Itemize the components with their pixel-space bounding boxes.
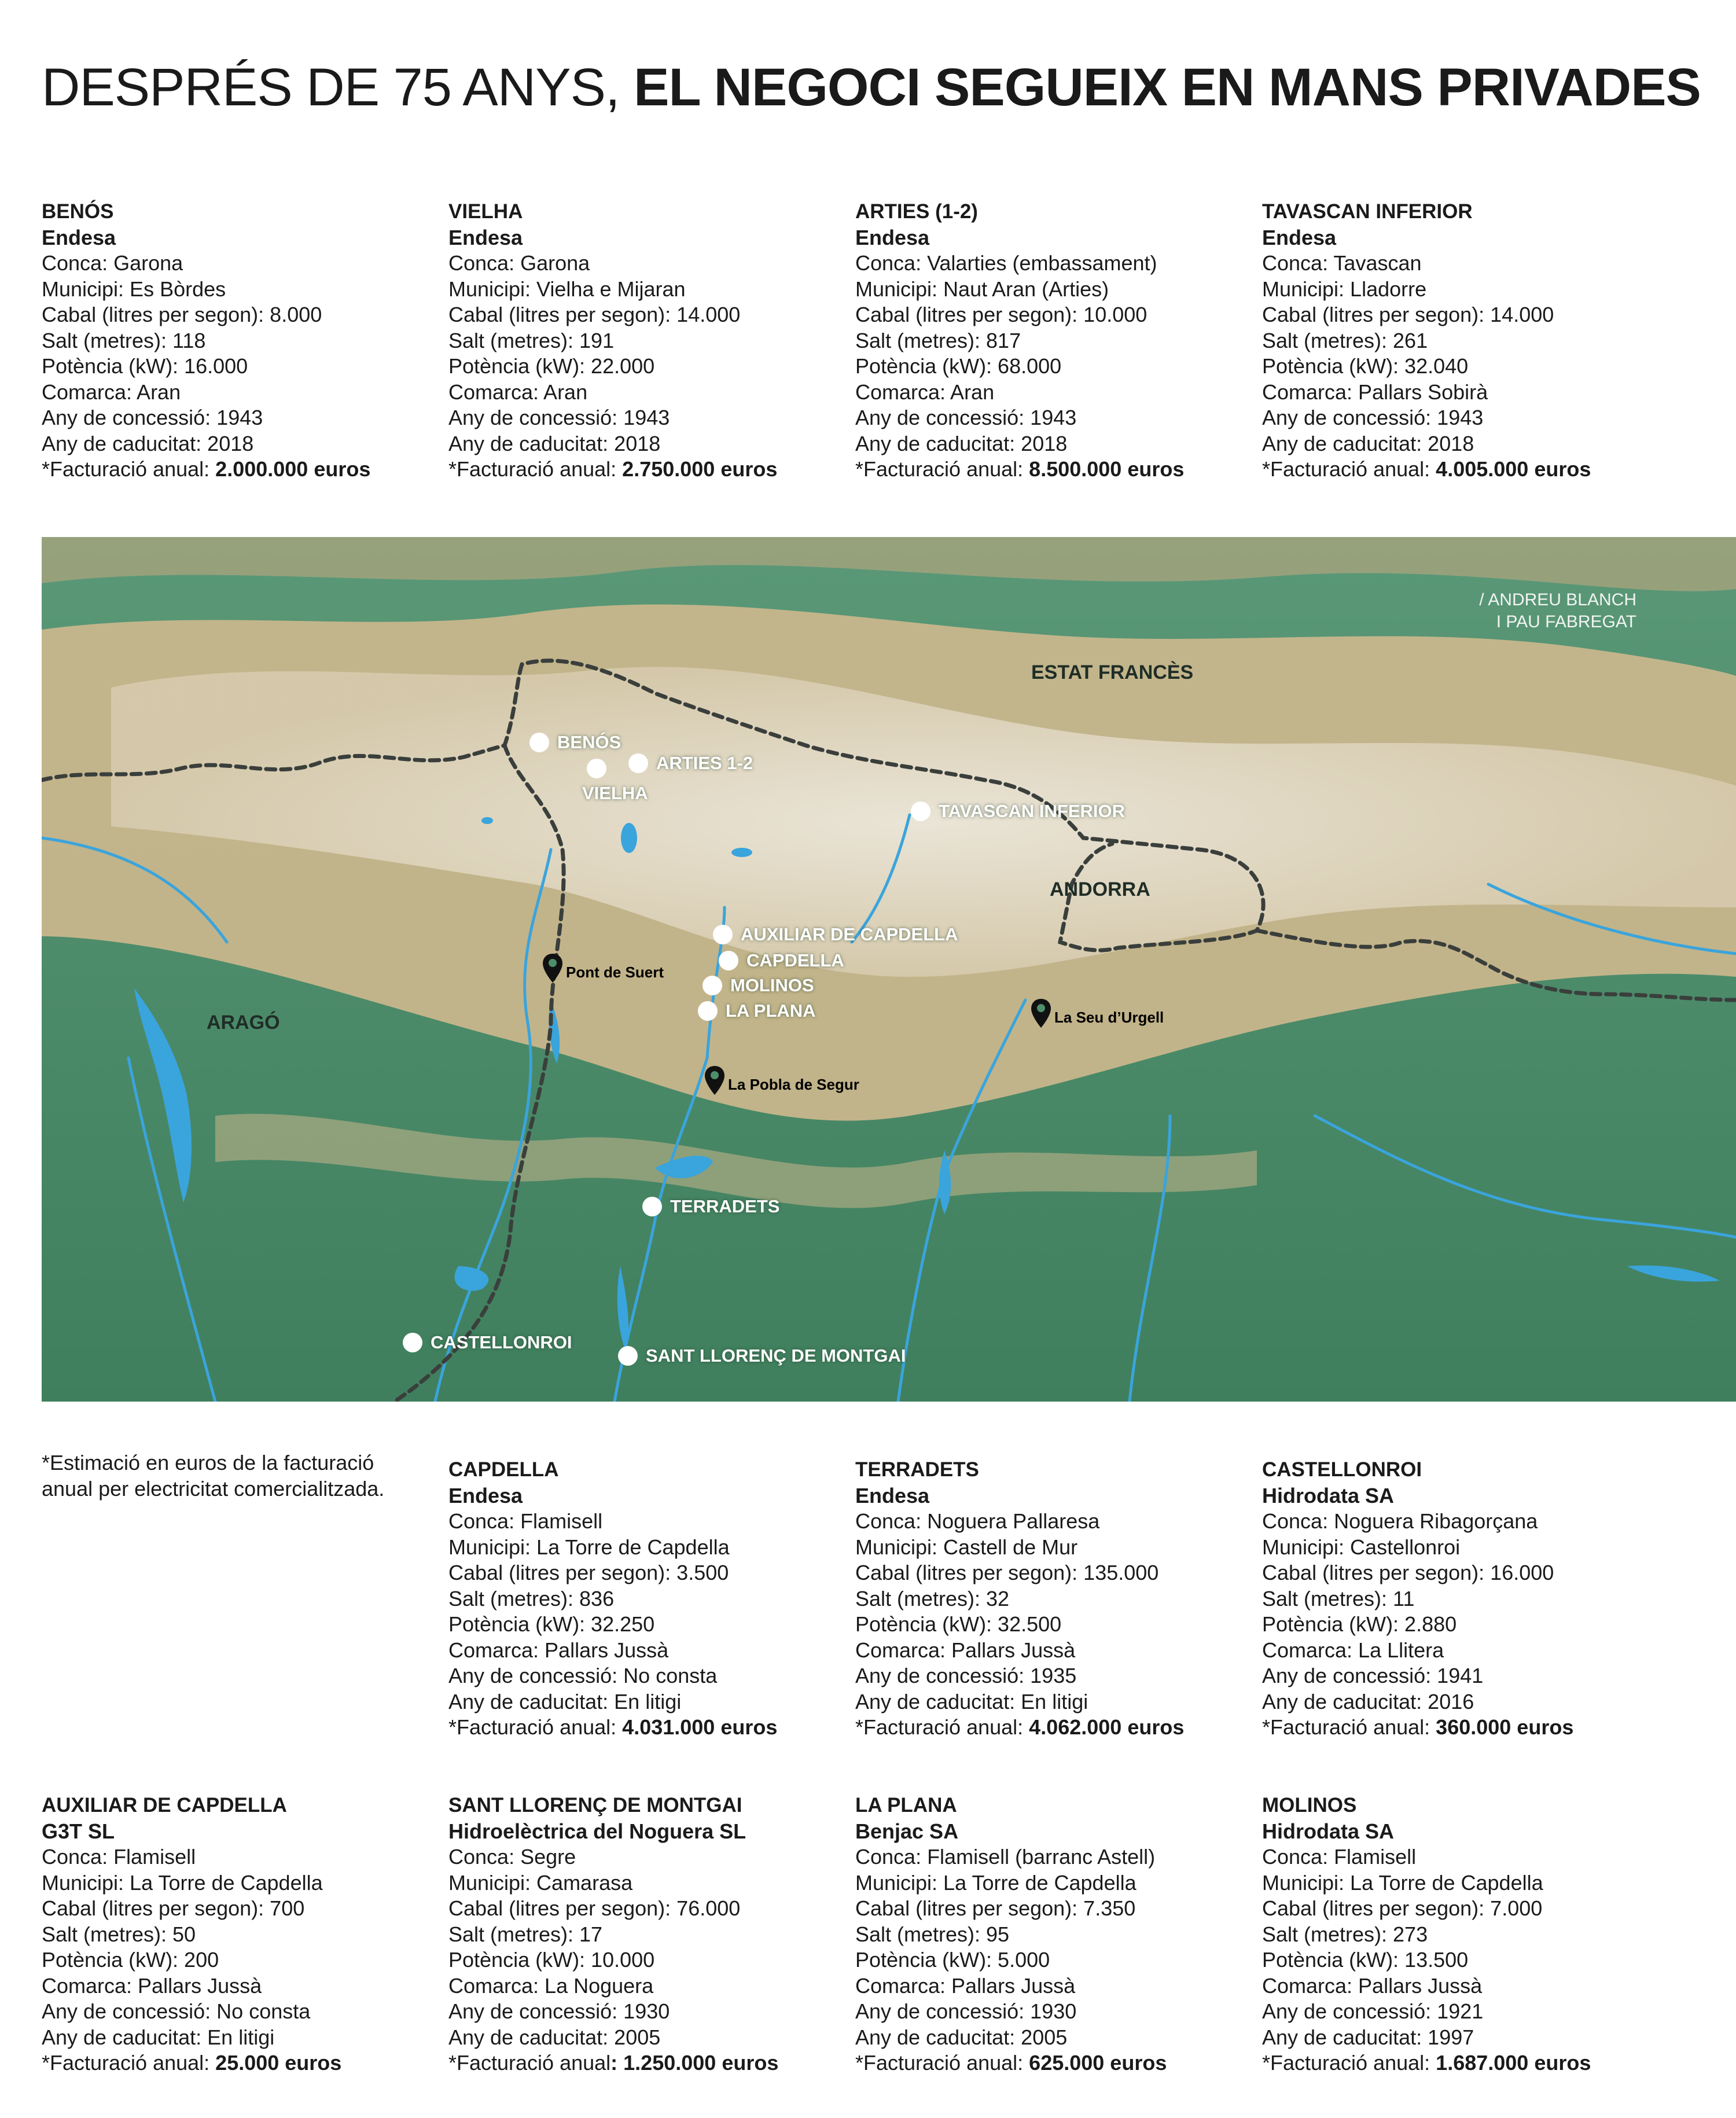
plant-detail: Any de caducitat: 2018 [448,431,661,455]
plant-dot [628,753,648,773]
revenue-label: *Facturació anual: [448,457,623,481]
plant-detail: Cabal (litres per segon): 14.000 [448,303,741,326]
map-pin-icon [705,1066,724,1095]
annual-revenue [448,2050,830,2076]
plant-card-benos [42,199,424,483]
plant-detail: Municipi: La Torre de Capdella [1262,1870,1543,1895]
plant-detail: Conca: Flamisell [1262,1845,1417,1869]
plant-detail: Any de caducitat: 1997 [1262,2025,1474,2049]
revenue-value: 2.750.000 euros [622,457,778,481]
plant-marker-sant-llorenc-de-montgai[interactable] [618,1345,906,1366]
plant-detail: Salt (metres): 817 [855,328,1021,352]
plant-detail: Any de caducitat: En litigi [448,1689,682,1713]
plant-detail: Any de concessió: 1943 [855,406,1077,429]
revenue-value: 25.000 euros [215,2051,342,2075]
revenue-label: *Facturació anual: [1262,1715,1436,1739]
credit-line-1: / ANDREU BLANCH [1479,590,1636,609]
plant-detail: Potència (kW): 32.040 [1262,354,1469,378]
plant-detail: Any de concessió: 1935 [855,1664,1077,1687]
revenue-label: *Facturació anual: [42,2051,216,2075]
plant-card-auxiliar-de-capdella [42,1793,424,2076]
annual-revenue [448,1715,830,1741]
plant-marker-terradets[interactable] [642,1196,779,1217]
plant-dot [719,951,738,970]
plant-company: Hidroelèctrica del Noguera SL [448,1819,746,1843]
plant-name: ARTIES (1-2) [855,200,978,223]
revenue-label: *Facturació anual [448,2051,611,2075]
revenue-label: *Facturació anual: [448,1715,623,1739]
map-credit [1479,589,1636,633]
plant-label: ARTIES 1-2 [656,753,753,773]
plant-card-tavascan-inferior [1262,199,1644,483]
plant-detail: Conca: Tavascan [1262,251,1422,275]
plant-marker-la-plana[interactable] [698,1001,816,1021]
region-label-andorra: ANDORRA [1050,878,1150,900]
plant-detail: Municipi: Castellonroi [1262,1535,1461,1559]
plant-label: BENÓS [557,732,621,752]
page-title [42,56,1701,119]
plant-detail: Comarca: Aran [448,380,588,404]
town-la-seu-durgell[interactable] [1031,999,1164,1028]
footnote: *Estimació en euros de la facturació anual per electricitat comercialitzada. [42,1451,385,1501]
town-label: La Pobla de Segur [728,1076,859,1093]
plant-detail: Potència (kW): 16.000 [42,354,248,378]
annual-revenue [855,457,1237,483]
plant-company: Endesa [855,1483,930,1507]
revenue-value: 2.000.000 euros [215,457,371,481]
plant-card-la-plana [855,1793,1237,2076]
plant-dot [703,976,722,995]
plant-detail: Any de caducitat: 2005 [855,2025,1068,2049]
plant-detail: Comarca: Pallars Jussà [855,1973,1076,1998]
revenue-label: *Facturació anual: [855,2051,1029,2075]
plant-detail: Any de concessió: 1943 [1262,406,1484,429]
plant-detail: Any de caducitat: En litigi [855,1689,1088,1713]
plant-detail: Conca: Flamisell (barranc Astell) [855,1845,1156,1869]
plant-detail: Cabal (litres per segon): 7.000 [1262,1896,1543,1920]
plant-company: Hidrodata SA [1262,1819,1395,1843]
plant-detail: Comarca: Pallars Jussà [42,1973,262,1998]
revenue-value: 4.005.000 euros [1436,457,1591,481]
plant-label: CASTELLONROI [431,1332,572,1352]
plant-detail: Salt (metres): 50 [42,1922,196,1946]
map [42,537,1736,1402]
plant-name: TAVASCAN INFERIOR [1262,200,1473,223]
plant-detail: Conca: Noguera Ribagorçana [1262,1509,1538,1533]
plant-detail: Any de concessió: 1943 [42,406,263,429]
plant-marker-molinos[interactable] [703,975,814,996]
annual-revenue [855,1715,1237,1741]
plant-detail: Any de concessió: 1943 [448,406,670,429]
credit-line-2: I PAU FABREGAT [1496,612,1636,631]
annual-revenue [1262,1715,1644,1741]
plant-card-sant-llorenc-de-montgai [448,1793,830,2076]
plant-dot [618,1346,638,1366]
revenue-value: 1.687.000 euros [1436,2051,1591,2075]
plant-detail: Any de caducitat: 2018 [1262,431,1474,455]
plant-detail: Comarca: La Llitera [1262,1638,1444,1662]
plant-name: SANT LLORENÇ DE MONTGAI [448,1794,742,1817]
plant-detail: Salt (metres): 836 [448,1586,615,1610]
plant-detail: Municipi: Es Bòrdes [42,277,226,301]
plant-marker-auxiliar-de-capdella[interactable] [713,924,958,945]
plant-company: Endesa [448,225,523,249]
plant-card-castellonroi [1262,1457,1644,1741]
plant-company: G3T SL [42,1819,115,1843]
plant-name: MOLINOS [1262,1794,1357,1817]
plant-detail: Any de concessió: 1930 [855,1999,1077,2023]
plant-detail: Salt (metres): 118 [42,328,206,352]
plant-detail: Any de caducitat: 2018 [42,431,254,455]
revenue-label: *Facturació anual: [42,457,216,481]
revenue-label: *Facturació anual: [855,1715,1029,1739]
town-label: Pont de Suert [566,964,664,981]
revenue-value: 625.000 euros [1029,2051,1167,2075]
plant-detail: Municipi: Camarasa [448,1870,633,1895]
plant-company: Endesa [42,225,116,249]
plant-card-capdella [448,1457,830,1741]
plant-dot [911,801,930,821]
plant-detail: Any de caducitat: 2018 [855,431,1068,455]
plant-dot [698,1001,718,1021]
plant-detail: Conca: Garona [448,251,590,275]
annual-revenue [42,2050,424,2076]
plant-detail: Salt (metres): 95 [855,1922,1010,1946]
plant-detail: Conca: Flamisell [448,1509,603,1533]
plant-detail: Cabal (litres per segon): 7.350 [855,1896,1136,1920]
plant-detail: Comarca: Pallars Jussà [448,1638,669,1662]
revenue-value: 4.062.000 euros [1029,1715,1185,1739]
plant-detail: Cabal (litres per segon): 14.000 [1262,303,1554,326]
plant-detail: Salt (metres): 32 [855,1586,1010,1610]
plant-card-terradets [855,1457,1237,1741]
plant-detail: Comarca: Pallars Jussà [1262,1973,1483,1998]
plant-detail: Cabal (litres per segon): 3.500 [448,1561,729,1584]
plant-detail: Municipi: La Torre de Capdella [448,1535,730,1559]
plant-detail: Potència (kW): 68.000 [855,354,1062,378]
plant-detail: Potència (kW): 2.880 [1262,1612,1457,1636]
plant-detail: Comarca: Pallars Sobirà [1262,380,1488,404]
plant-detail: Cabal (litres per segon): 76.000 [448,1896,741,1920]
plant-name: CASTELLONROI [1262,1458,1422,1481]
plant-detail: Potència (kW): 13.500 [1262,1948,1469,1972]
plant-marker-benos[interactable] [529,732,621,753]
plant-label: MOLINOS [730,975,814,995]
plant-detail: Comarca: Pallars Jussà [855,1638,1076,1662]
plant-detail: Cabal (litres per segon): 16.000 [1262,1561,1554,1584]
plant-dot [529,733,549,752]
plant-detail: Comarca: Aran [855,380,995,404]
plant-label: SANT LLORENÇ DE MONTGAI [646,1345,906,1366]
plant-marker-capdella[interactable] [719,950,844,971]
revenue-value: : 1.250.000 euros [610,2051,779,2075]
revenue-label: *Facturació anual: [855,457,1029,481]
plant-name: AUXILIAR DE CAPDELLA [42,1794,287,1817]
plant-detail: Salt (metres): 11 [1262,1586,1415,1610]
plant-detail: Municipi: Castell de Mur [855,1535,1078,1559]
annual-revenue [1262,2050,1644,2076]
plant-detail: Conca: Flamisell [42,1845,196,1869]
plant-name: TERRADETS [855,1458,979,1481]
plant-detail: Potència (kW): 32.500 [855,1612,1062,1636]
revenue-value: 4.031.000 euros [622,1715,778,1739]
plant-company: Endesa [1262,225,1337,249]
annual-revenue [1262,457,1644,483]
plant-detail: Salt (metres): 273 [1262,1922,1428,1946]
plant-detail: Any de concessió: 1921 [1262,1999,1484,2023]
plant-dot [587,759,606,778]
terrain-map [42,537,1736,1402]
plant-detail: Any de caducitat: En litigi [42,2025,275,2049]
plant-detail: Municipi: La Torre de Capdella [42,1870,323,1895]
plant-detail: Any de concessió: No consta [448,1664,718,1687]
plant-label: TAVASCAN INFERIOR [939,801,1126,821]
plant-detail: Potència (kW): 5.000 [855,1948,1050,1972]
region-label-arago: ARAGÓ [207,1012,280,1034]
plant-marker-castellonroi[interactable] [403,1332,572,1353]
plant-name: LA PLANA [855,1794,957,1817]
annual-revenue [42,457,424,483]
plant-company: Hidrodata SA [1262,1483,1395,1507]
plant-detail: Any de concessió: 1930 [448,1999,670,2023]
plant-card-molinos [1262,1793,1644,2076]
plant-detail: Conca: Valarties (embassament) [855,251,1157,275]
map-pin-icon [1031,999,1051,1028]
plant-detail: Salt (metres): 261 [1262,328,1428,352]
title-light: DESPRÉS DE 75 ANYS, [42,58,620,117]
plant-company: Endesa [855,225,930,249]
plant-detail: Potència (kW): 32.250 [448,1612,655,1636]
plant-label: VIELHA [582,783,648,803]
plant-name: BENÓS [42,200,114,223]
plant-detail: Any de caducitat: 2016 [1262,1689,1474,1713]
plant-card-arties [855,199,1237,483]
plant-detail: Conca: Segre [448,1845,576,1869]
plant-detail: Salt (metres): 191 [448,328,615,352]
plant-company: Endesa [448,1483,523,1507]
town-la-pobla-de-segur[interactable] [705,1066,859,1095]
plant-company: Benjac SA [855,1819,959,1843]
plant-marker-tavascan-inferior[interactable] [911,801,1125,822]
plant-marker-arties[interactable] [628,753,753,774]
plant-detail: Any de concessió: No consta [42,1999,311,2023]
plant-detail: Potència (kW): 22.000 [448,354,655,378]
plant-label: AUXILIAR DE CAPDELLA [741,924,958,944]
plant-detail: Potència (kW): 200 [42,1948,219,1972]
plant-dot [713,925,733,944]
plant-detail: Cabal (litres per segon): 8.000 [42,303,322,326]
plant-detail: Any de concessió: 1941 [1262,1664,1484,1687]
plant-card-vielha [448,199,830,483]
plant-name: CAPDELLA [448,1458,559,1481]
plant-detail: Potència (kW): 10.000 [448,1948,655,1972]
revenue-value: 8.500.000 euros [1029,457,1185,481]
plant-detail: Salt (metres): 17 [448,1922,603,1946]
revenue-label: *Facturació anual: [1262,457,1436,481]
plant-detail: Cabal (litres per segon): 10.000 [855,303,1147,326]
plant-detail: Conca: Garona [42,251,183,275]
plant-name: VIELHA [448,200,523,223]
plant-detail: Comarca: Aran [42,380,181,404]
plant-detail: Cabal (litres per segon): 135.000 [855,1561,1159,1584]
plant-detail: Municipi: Vielha e Mijaran [448,277,686,301]
plant-label: TERRADETS [670,1196,780,1216]
plant-dot [642,1197,662,1216]
plant-detail: Municipi: La Torre de Capdella [855,1870,1137,1895]
plant-dot [403,1333,422,1352]
title-bold: EL NEGOCI SEGUEIX EN MANS PRIVADES [634,58,1701,117]
town-label: La Seu d’Urgell [1054,1009,1164,1026]
plant-detail: Any de caducitat: 2005 [448,2025,661,2049]
annual-revenue [448,457,830,483]
plant-label: LA PLANA [726,1001,816,1021]
annual-revenue [855,2050,1237,2076]
revenue-value: 360.000 euros [1436,1715,1574,1739]
plant-detail: Municipi: Naut Aran (Arties) [855,277,1109,301]
region-label-estat-frances: ESTAT FRANCÈS [1031,661,1194,683]
plant-detail: Cabal (litres per segon): 700 [42,1896,305,1920]
town-pont-de-suert[interactable] [543,954,664,983]
plant-label: CAPDELLA [746,950,844,970]
plant-detail: Municipi: Lladorre [1262,277,1427,301]
revenue-label: *Facturació anual: [1262,2051,1436,2075]
plant-detail: Conca: Noguera Pallaresa [855,1509,1100,1533]
plant-detail: Comarca: La Noguera [448,1973,654,1998]
map-pin-icon [543,954,562,983]
